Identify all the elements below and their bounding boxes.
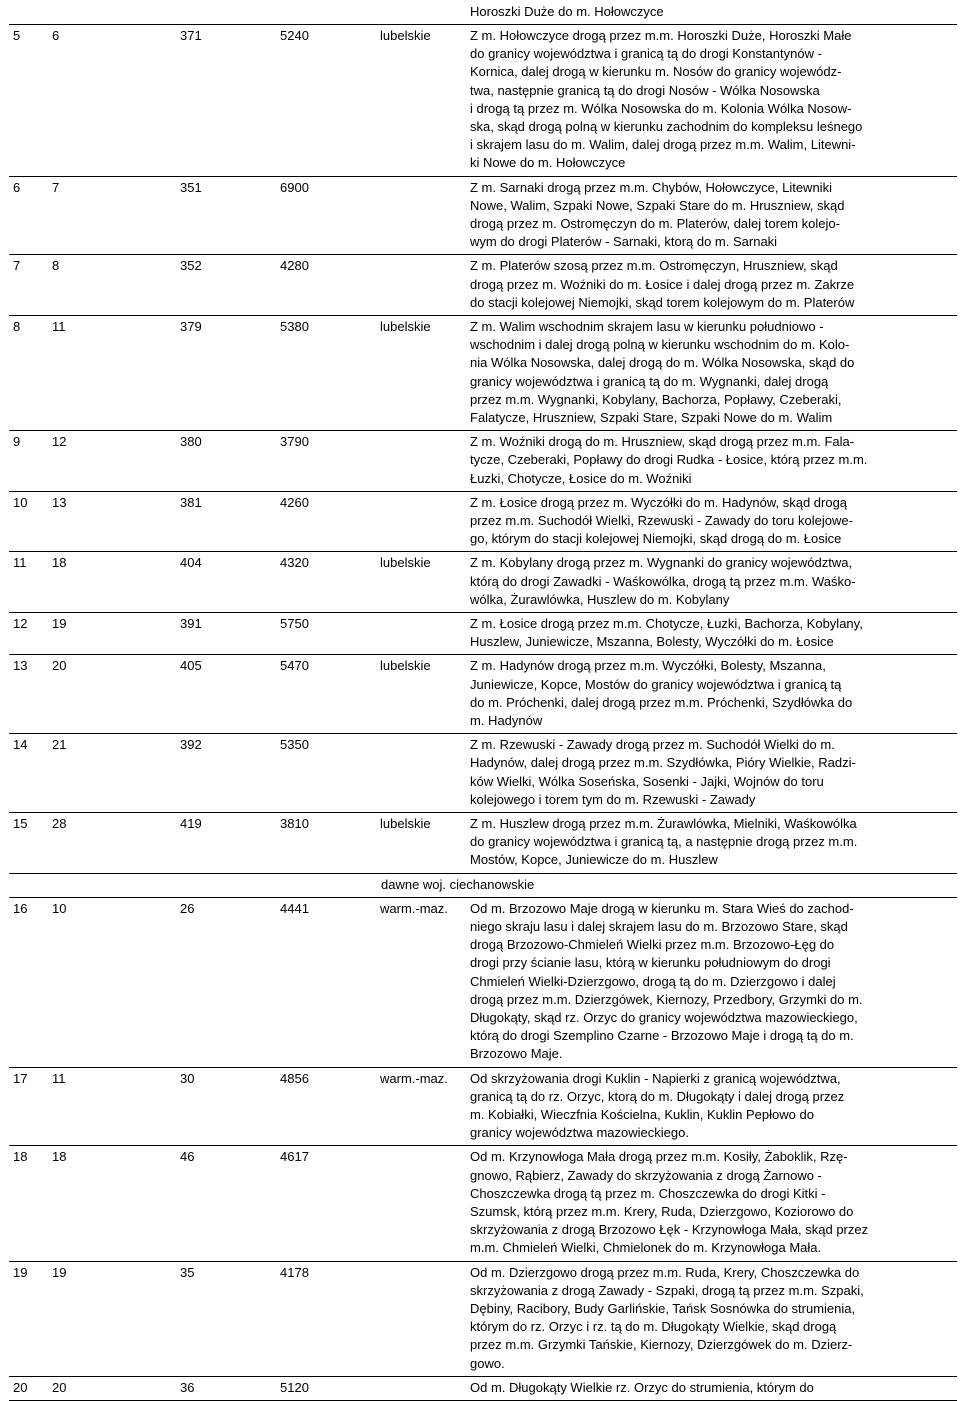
route-description bbox=[470, 736, 856, 809]
row-divider bbox=[9, 24, 957, 25]
circuit-number: 392 bbox=[180, 737, 202, 753]
route-description-line: Hadynów, dalej drogą przez m.m. Szydłówka, Pióry Wielkie, Radzi- bbox=[470, 755, 856, 771]
row-number: 7 bbox=[13, 258, 21, 274]
route-description-line: tycze, Czeberaki, Popławy do drogi Rudka - Łosice, którą przez m.m. bbox=[470, 452, 868, 468]
circuit-number: 46 bbox=[180, 1149, 195, 1165]
route-description bbox=[470, 27, 862, 173]
route-description-line: przez m.m. Wygnanki, Kobylany, Bachorza, Popławy, Czeberaki, bbox=[470, 391, 842, 407]
area-value: 4617 bbox=[280, 1149, 309, 1165]
row-divider bbox=[9, 1067, 957, 1068]
route-description-line: wólka, Żurawlówka, Huszlew do m. Kobylany bbox=[470, 591, 730, 607]
voivodeship: lubelskie bbox=[380, 319, 431, 334]
circuit-number: 26 bbox=[180, 900, 195, 916]
circuit-number: 405 bbox=[180, 658, 202, 674]
route-description-line: i skrajem lasu do m. Walim, dalej drogą przez m.m. Walim, Litewni- bbox=[470, 137, 856, 153]
circuit-number: 352 bbox=[180, 258, 202, 274]
district-number: 18 bbox=[52, 555, 67, 571]
row-number: 18 bbox=[13, 1149, 28, 1165]
route-description-line: ki Nowe do m. Hołowczyce bbox=[470, 155, 626, 171]
area-value: 4856 bbox=[280, 1070, 309, 1086]
route-description bbox=[470, 554, 856, 609]
district-number: 10 bbox=[52, 900, 67, 916]
circuit-number: 391 bbox=[180, 616, 202, 631]
area-value: 5240 bbox=[280, 28, 309, 43]
district-number: 11 bbox=[52, 1070, 66, 1086]
row-divider bbox=[9, 873, 957, 874]
route-description-line: Z m. Kobylany drogą przez m. Wygnanki do granicy województwa, bbox=[470, 555, 853, 571]
route-description-line: Łuzki, Chotycze, Łosice do m. Woźniki bbox=[470, 470, 692, 486]
district-number: 8 bbox=[52, 258, 60, 274]
district-number: 13 bbox=[52, 494, 67, 510]
row-number: 6 bbox=[13, 179, 21, 195]
circuit-number: 351 bbox=[180, 179, 202, 195]
row-number: 9 bbox=[13, 434, 21, 450]
route-description-line: drogą przez m.m. Dzierzgówek, Kiernozy, Przedbory, Grzymki do m. bbox=[470, 991, 863, 1007]
route-description-line: drogą przez m. Woźniki do m. Łosice i dalej drogą przez m. Zakrze bbox=[470, 276, 855, 292]
route-description-line: Od m. Dzierzgowo drogą przez m.m. Ruda, Krery, Choszczewka do bbox=[470, 1264, 860, 1280]
route-description-line: wschodnim i dalej drogą polną w kierunku wschodnim do m. Kolo- bbox=[470, 337, 850, 353]
circuit-number: 380 bbox=[180, 434, 202, 450]
route-description-line: drogą Brzozowo-Chmieleń Wielki przez m.m. Brzozowo-Łęg do bbox=[470, 937, 835, 953]
route-description-line: Od m. Krzynowłoga Mała drogą przez m.m. Kosiły, Żaboklik, Rzę- bbox=[470, 1149, 848, 1165]
area-value: 5350 bbox=[280, 737, 309, 753]
route-description-line: Huszlew, Juniewicze, Mszanna, Bolesty, Wyczółki do m. Łosice bbox=[470, 634, 834, 650]
route-description-line: do stacji kolejowej Niemojki, skąd torem kolejowym do m. Platerów bbox=[470, 294, 855, 310]
row-divider bbox=[9, 897, 957, 898]
route-description bbox=[470, 494, 853, 549]
route-description-line: którą do drogi Zawadki - Waśkowólka, drogą tą przez m.m. Waśko- bbox=[470, 573, 856, 589]
route-description bbox=[470, 3, 664, 21]
row-number: 14 bbox=[13, 737, 28, 753]
row-divider bbox=[9, 612, 957, 613]
district-number: 20 bbox=[52, 658, 67, 674]
section-label: dawne woj. ciechanowskie bbox=[381, 876, 535, 892]
route-description-line: granicy województwa mazowieckiego. bbox=[470, 1125, 689, 1141]
route-description-line: granicą tą do rz. Orzyc, ktorą do m. Długokąty i dalej drogą przez bbox=[470, 1088, 845, 1104]
row-divider bbox=[9, 315, 957, 316]
route-description-line: Od skrzyżowania drogi Kuklin - Napierki z granicą województwa, bbox=[470, 1070, 841, 1086]
route-description bbox=[470, 615, 863, 651]
route-description-line: którym do rz. Orzyc i rz. tą do m. Długokąty Wielkie, skąd drogą bbox=[470, 1319, 837, 1335]
route-description-line: ska, skąd drogą polną w kierunku zachodnim do kompleksu leśnego bbox=[470, 119, 863, 135]
route-description-line: do granicy województwa i granicą tą do drogi Konstantynów - bbox=[470, 46, 822, 62]
area-value: 4178 bbox=[280, 1264, 309, 1280]
voivodeship: warm.-maz. bbox=[380, 900, 448, 916]
route-description-line: Chmieleń Wielki-Dzierzgowo, drogą tą do m. Dzierzgowo i dalej bbox=[470, 973, 836, 989]
route-description-line: Kornica, dalej drogą w kierunku m. Nosów do granicy wojewódz- bbox=[470, 64, 842, 80]
district-number: 28 bbox=[52, 816, 67, 831]
route-description-line: którą do drogi Szemplino Czarne - Brzozowo Maje i drogą tą do m. bbox=[470, 1028, 854, 1044]
voivodeship: lubelskie bbox=[380, 28, 431, 43]
route-description-line: Choszczewka drogą tą przez m. Choszczewka do drogi Kitki - bbox=[470, 1185, 826, 1201]
route-description-line: Dębiny, Racibory, Budy Garlińskie, Tańsk Sosnówka do strumienia, bbox=[470, 1301, 856, 1316]
circuit-number: 371 bbox=[180, 28, 202, 43]
route-description-line: twa, następnie granicą tą do drogi Nosów - Wólka Nosowska bbox=[470, 82, 820, 98]
area-value: 5470 bbox=[280, 658, 309, 674]
route-description-line: Z m. Sarnaki drogą przez m.m. Chybów, Hołowczyce, Litewniki bbox=[470, 179, 832, 195]
route-description-line: niego skraju lasu i dalej skrajem lasu do m. Brzozowo Stare, skąd bbox=[470, 919, 848, 934]
route-description-line: drogą przez m. Ostromęczyn do m. Platerów, dalej torem kolejo- bbox=[470, 216, 840, 231]
route-description-line: do granicy województwa i granicą tą, a następnie drogą przez m.m. bbox=[470, 834, 858, 850]
route-description-line: skrzyżowania z drogą Zawady - Szpaki, drogą tą przez m.m. Szpaki, bbox=[470, 1282, 864, 1298]
district-number: 11 bbox=[52, 319, 66, 334]
row-divider bbox=[9, 430, 957, 431]
district-number: 20 bbox=[52, 1379, 67, 1395]
route-description-line: Z m. Rzewuski - Zawady drogą przez m. Suchodół Wielki do m. bbox=[470, 737, 835, 753]
route-description-line: Z m. Łosice drogą przez m. Wyczółki do m. Hadynów, skąd drogą bbox=[470, 494, 848, 510]
route-description-line: przez m.m. Grzymki Tańskie, Kiernozy, Dzierzgówek do m. Dzierz- bbox=[470, 1337, 853, 1353]
route-description bbox=[470, 1148, 868, 1257]
district-number: 19 bbox=[52, 616, 67, 631]
route-description-line: Z m. Huszlew drogą przez m.m. Żurawlówka, Mielniki, Waśkowólka bbox=[470, 816, 857, 831]
route-description-line: Od m. Brzozowo Maje drogą w kierunku m. Stara Wieś do zachod- bbox=[470, 900, 854, 916]
district-number: 6 bbox=[52, 28, 60, 43]
route-description-line: go, którym do stacji kolejowej Niemojki, skąd drogą do m. Łosice bbox=[470, 531, 842, 547]
row-number: 13 bbox=[13, 658, 28, 674]
row-number: 16 bbox=[13, 900, 28, 916]
route-description bbox=[470, 433, 867, 488]
voivodeship: lubelskie bbox=[380, 658, 431, 674]
row-divider bbox=[9, 812, 957, 813]
row-number: 10 bbox=[13, 494, 28, 510]
area-value: 4260 bbox=[280, 494, 309, 510]
district-number: 18 bbox=[52, 1149, 67, 1165]
row-number: 12 bbox=[13, 616, 28, 631]
row-divider bbox=[9, 1145, 957, 1146]
area-value: 3810 bbox=[280, 816, 309, 831]
area-value: 4280 bbox=[280, 258, 309, 274]
circuit-number: 379 bbox=[180, 319, 202, 334]
circuit-number: 30 bbox=[180, 1070, 195, 1086]
route-description-line: kolejowego i torem tym do m. Rzewuski - Zawady bbox=[470, 791, 756, 807]
district-number: 12 bbox=[52, 434, 67, 450]
row-divider bbox=[9, 1261, 957, 1262]
route-description bbox=[470, 179, 845, 252]
row-number: 11 bbox=[13, 555, 27, 571]
route-description bbox=[470, 257, 854, 312]
route-description-line: m.m. Chmieleń Wielki, Chmielonek do m. Krzynowłoga Mała. bbox=[470, 1240, 822, 1256]
route-description-line: m. Kobiałki, Wieczfnia Kościelna, Kuklin, Kuklin Pepłowo do bbox=[470, 1107, 814, 1122]
route-description-line: Z m. Platerów szosą przez m.m. Ostromęczyn, Hruszniew, skąd bbox=[470, 258, 838, 274]
route-description-line: skrzyżowania z drogą Brzozowo Łęk - Krzynowłoga Mała, skąd przez bbox=[470, 1222, 869, 1238]
row-divider bbox=[9, 176, 957, 177]
route-description-line: Horoszki Duże do m. Hołowczyce bbox=[470, 4, 664, 19]
voivodeship: warm.-maz. bbox=[380, 1070, 448, 1086]
district-number: 19 bbox=[52, 1264, 67, 1280]
route-description-line: Z m. Walim wschodnim skrajem lasu w kierunku południowo - bbox=[470, 319, 824, 334]
route-description bbox=[470, 1070, 844, 1143]
route-description-line: ków Wielki, Wólka Soseńska, Sosenki - Jajki, Wojnów do toru bbox=[470, 773, 824, 789]
route-description-line: wym do drogi Platerów - Sarnaki, ktorą do m. Sarnaki bbox=[470, 234, 778, 250]
route-description-line: Brzozowo Maje. bbox=[470, 1046, 563, 1062]
row-divider bbox=[9, 551, 957, 552]
route-description bbox=[470, 815, 857, 870]
district-number: 7 bbox=[52, 179, 60, 195]
row-number: 8 bbox=[13, 319, 21, 334]
circuit-number: 419 bbox=[180, 816, 202, 831]
route-description-line: Z m. Łosice drogą przez m.m. Chotycze, Łuzki, Bachorza, Kobylany, bbox=[470, 616, 863, 631]
route-description-line: Nowe, Walim, Szpaki Nowe, Szpaki Stare do m. Hruszniew, skąd bbox=[470, 197, 845, 213]
row-divider bbox=[9, 254, 957, 255]
area-value: 4441 bbox=[280, 900, 309, 916]
route-description-line: Z m. Hołowczyce drogą przez m.m. Horoszki Duże, Horoszki Małe bbox=[470, 28, 852, 43]
route-description-line: gnowo, Rąbierz, Zawady do skrzyżowania z drogą Żarnowo - bbox=[470, 1167, 822, 1183]
row-divider bbox=[9, 491, 957, 492]
area-value: 5380 bbox=[280, 319, 309, 334]
area-value: 3790 bbox=[280, 434, 309, 450]
row-number: 19 bbox=[13, 1264, 28, 1280]
voivodeship: lubelskie bbox=[380, 555, 431, 571]
route-description-line: drogi przy ścianie lasu, którą w kierunku południowym do drogi bbox=[470, 955, 831, 971]
row-number: 15 bbox=[13, 816, 28, 831]
district-number: 21 bbox=[52, 737, 67, 753]
route-description-line: i drogą tą przez m. Wólka Nosowska do m. Kolonia Wólka Nosow- bbox=[470, 100, 852, 116]
row-divider bbox=[9, 1376, 957, 1377]
route-description-line: Falatycze, Hruszniew, Szpaki Stare, Szpaki Nowe do m. Walim bbox=[470, 410, 833, 426]
route-description-line: Szumsk, którą przez m.m. Krery, Ruda, Dzierzgowo, Koziorowo do bbox=[470, 1204, 854, 1219]
route-description-line: Długokąty, skąd rz. Orzyc do granicy województwa mazowieckiego, bbox=[470, 1010, 858, 1026]
area-value: 6900 bbox=[280, 179, 309, 195]
route-description-line: nia Wólka Nosowska, dalej drogą do m. Wólka Nosowska, skąd do bbox=[470, 355, 855, 371]
route-description-line: Z m. Hadynów drogą przez m.m. Wyczółki, Bolesty, Mszanna, bbox=[470, 658, 826, 674]
route-description bbox=[470, 657, 852, 730]
route-description-line: przez m.m. Suchodół Wielki, Rzewuski - Zawady do toru kolejowe- bbox=[470, 513, 853, 528]
area-value: 5120 bbox=[280, 1379, 309, 1395]
circuit-number: 404 bbox=[180, 555, 202, 571]
route-description-line: granicy województwa i granicą tą do m. Wygnanki, dalej drogą bbox=[470, 373, 829, 389]
row-number: 17 bbox=[13, 1070, 28, 1086]
route-description-line: Juniewicze, Kopce, Mostów do granicy województwa i granicą tą bbox=[470, 676, 842, 692]
circuit-number: 36 bbox=[180, 1379, 195, 1395]
route-description-line: m. Hadynów bbox=[470, 713, 543, 728]
route-description-line: do m. Próchenki, dalej drogą przez m.m. Próchenki, Szydłówka do bbox=[470, 694, 853, 710]
voivodeship: lubelskie bbox=[380, 816, 431, 831]
route-description bbox=[470, 1264, 864, 1373]
route-description bbox=[470, 1379, 814, 1397]
area-value: 5750 bbox=[280, 616, 309, 631]
row-divider bbox=[9, 733, 957, 734]
route-description bbox=[470, 318, 854, 427]
route-description-line: Od m. Długokąty Wielkie rz. Orzyc do strumienia, którym do bbox=[470, 1379, 814, 1395]
route-description bbox=[470, 900, 863, 1064]
route-description-line: Mostów, Kopce, Juniewicze do m. Huszlew bbox=[470, 852, 718, 868]
circuit-number: 35 bbox=[180, 1264, 195, 1280]
route-description-line: gowo. bbox=[470, 1355, 505, 1371]
row-divider bbox=[9, 654, 957, 655]
area-value: 4320 bbox=[280, 555, 309, 571]
row-number: 5 bbox=[13, 28, 21, 43]
circuit-number: 381 bbox=[180, 494, 202, 510]
row-number: 20 bbox=[13, 1379, 28, 1395]
route-description-line: Z m. Woźniki drogą do m. Hruszniew, skąd drogą przez m.m. Fala- bbox=[470, 434, 855, 450]
